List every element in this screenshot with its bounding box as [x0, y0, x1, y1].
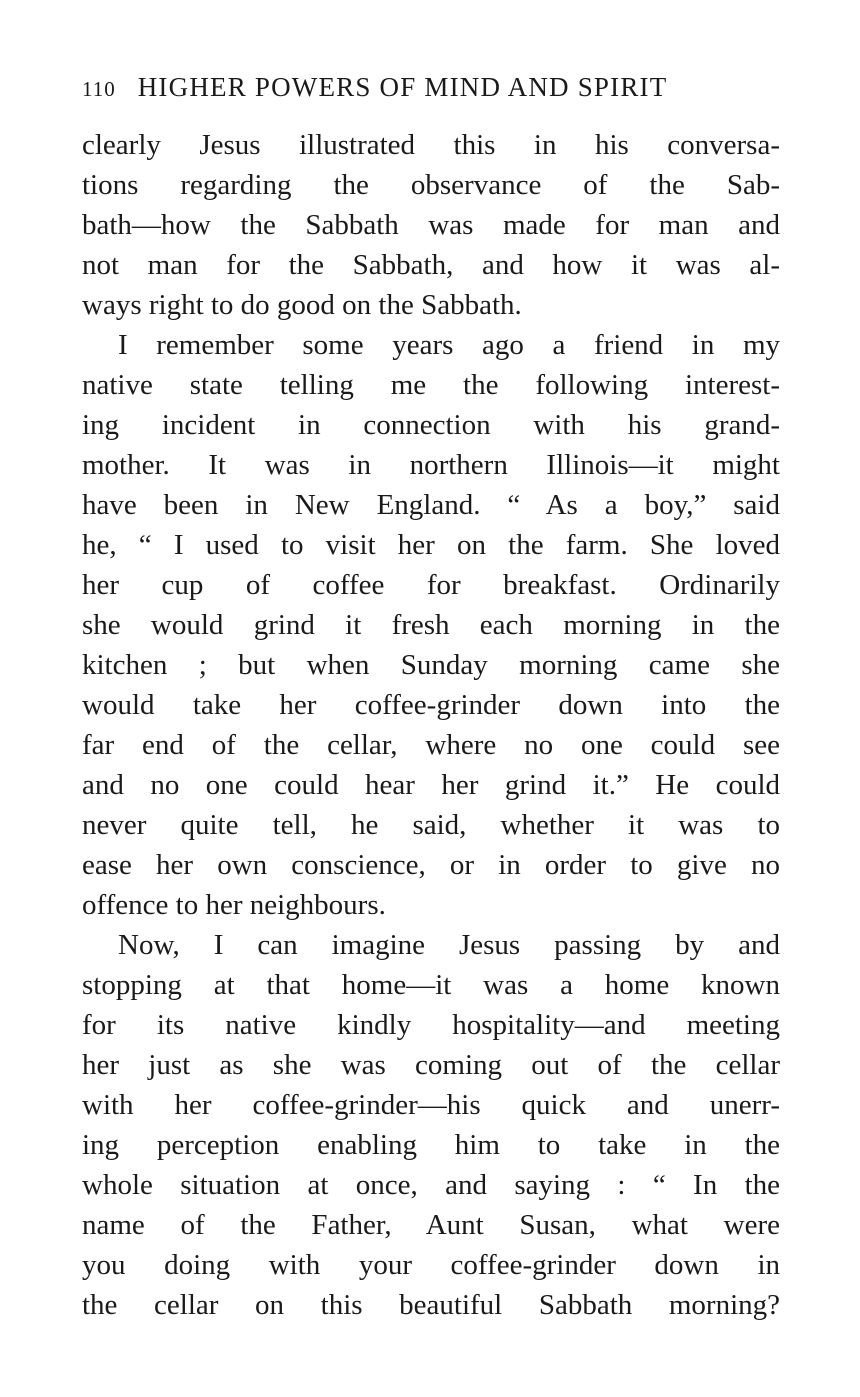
- text-line: kitchen ; but when Sunday morning came she: [82, 649, 780, 681]
- text-line: you doing with your coffee-grinder down in: [82, 1249, 780, 1281]
- text-line: ease her own conscience, or in order to give no: [82, 849, 780, 881]
- text-line: ing perception enabling him to take in the: [82, 1129, 780, 1161]
- text-line: ing incident in connection with his grand-: [82, 409, 780, 441]
- running-title: HIGHER POWERS OF MIND AND SPIRIT: [137, 72, 668, 102]
- text-line: offence to her neighbours.: [82, 889, 386, 921]
- text-line: for its native kindly hospitality—and meeting: [82, 1009, 780, 1041]
- text-line: her just as she was coming out of the cellar: [82, 1049, 780, 1081]
- text-line: Now, I can imagine Jesus passing by and: [118, 929, 780, 961]
- text-line: ways right to do good on the Sabbath.: [82, 289, 522, 321]
- text-line: far end of the cellar, where no one could see: [82, 729, 780, 761]
- body-text: [82, 125, 780, 1325]
- text-line: her cup of coffee for breakfast. Ordinarily: [82, 569, 780, 601]
- text-line: I remember some years ago a friend in my: [118, 329, 780, 361]
- text-line: would take her coffee-grinder down into the: [82, 689, 780, 721]
- text-line: name of the Father, Aunt Susan, what were: [82, 1209, 780, 1241]
- text-line: mother. It was in northern Illinois—it might: [82, 449, 780, 481]
- text-line: whole situation at once, and saying : “ In the: [82, 1169, 780, 1201]
- running-head: [82, 72, 782, 103]
- text-line: and no one could hear her grind it.” He could: [82, 769, 780, 801]
- text-line: the cellar on this beautiful Sabbath morning?: [82, 1289, 780, 1321]
- text-line: tions regarding the observance of the Sab-: [82, 169, 780, 201]
- text-line: she would grind it fresh each morning in the: [82, 609, 780, 641]
- text-line: bath—how the Sabbath was made for man and: [82, 209, 780, 241]
- text-line: not man for the Sabbath, and how it was al-: [82, 249, 780, 281]
- text-line: have been in New England. “ As a boy,” said: [82, 489, 780, 521]
- page-number: 110: [82, 77, 116, 101]
- text-line: he, “ I used to visit her on the farm. She loved: [82, 529, 780, 561]
- text-line: never quite tell, he said, whether it was to: [82, 809, 780, 841]
- text-line: with her coffee-grinder—his quick and unerr-: [82, 1089, 780, 1121]
- text-line: stopping at that home—it was a home known: [82, 969, 780, 1001]
- text-line: clearly Jesus illustrated this in his conversa-: [82, 129, 780, 161]
- text-line: native state telling me the following interest-: [82, 369, 780, 401]
